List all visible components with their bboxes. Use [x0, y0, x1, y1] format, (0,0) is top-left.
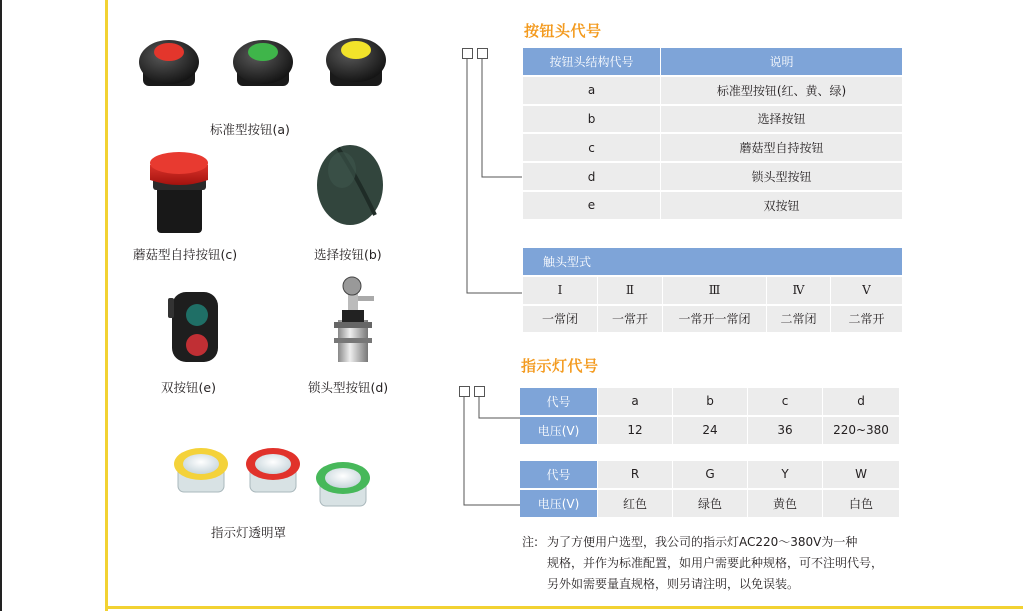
- caption-indicator-lens: 指示灯透明罩: [211, 525, 287, 540]
- indicator-title: 指示灯代号: [521, 357, 599, 375]
- voltage-label: 电压(V): [520, 417, 598, 446]
- caption-selector-button: 选择按钮(b): [314, 247, 382, 262]
- color-value: 白色: [823, 490, 900, 519]
- table-header-row: [523, 248, 903, 277]
- note-line: 为了方便用户选型，我公司的指示灯AC220～380V为一种: [547, 535, 858, 549]
- table-row: [520, 490, 900, 519]
- row-description: 蘑菇型自持按钮: [661, 134, 903, 163]
- button-head-table: [523, 48, 903, 221]
- code-label: 代号: [520, 461, 598, 490]
- contact-type: 一常闭: [523, 306, 598, 335]
- contact-type: 一常开: [598, 306, 663, 335]
- row-description: 双按钮: [661, 192, 903, 221]
- table-row: [520, 388, 900, 417]
- table-row: [523, 277, 903, 306]
- header-structure-code: 按钮头结构代号: [523, 48, 661, 77]
- row-description: 标准型按钮(红、黄、绿): [661, 77, 903, 106]
- note-line: 规格，并作为标准配置，如用户需要此种规格，可不注明代号，: [547, 556, 884, 570]
- note-prefix: 注:: [522, 535, 539, 549]
- contact-code: Ⅴ: [831, 277, 903, 306]
- table-row: [520, 461, 900, 490]
- contact-type: 二常开: [831, 306, 903, 335]
- table-row: [520, 417, 900, 446]
- note-line: 另外如需要量直规格，则另请注明，以免误装。: [547, 577, 800, 591]
- row-code: b: [523, 106, 661, 135]
- color-value: 红色: [598, 490, 673, 519]
- row-code: e: [523, 192, 661, 221]
- voltage-value: 36: [748, 417, 823, 446]
- table-row: [523, 192, 903, 221]
- row-code: c: [523, 134, 661, 163]
- contact-code: Ⅳ: [767, 277, 831, 306]
- header-description: 说明: [661, 48, 903, 77]
- table-header-row: [523, 48, 903, 77]
- color-code: R: [598, 461, 673, 490]
- voltage-code: a: [598, 388, 673, 417]
- table-row: [523, 106, 903, 135]
- voltage-value: 24: [673, 417, 748, 446]
- table-row: [523, 306, 903, 335]
- color-code-table: [520, 461, 900, 519]
- row-code: d: [523, 163, 661, 192]
- row-description: 选择按钮: [661, 106, 903, 135]
- code-label: 代号: [520, 388, 598, 417]
- contact-type-table: [523, 248, 903, 334]
- header-contact-type: 触头型式: [523, 248, 903, 277]
- caption-double-button: 双按钮(e): [161, 380, 216, 395]
- color-value: 黄色: [748, 490, 823, 519]
- contact-code: Ⅰ: [523, 277, 598, 306]
- contact-type: 二常闭: [767, 306, 831, 335]
- voltage-code-table: [520, 388, 900, 446]
- voltage-label: 电压(V): [520, 490, 598, 519]
- row-description: 锁头型按钮: [661, 163, 903, 192]
- contact-code: Ⅲ: [663, 277, 767, 306]
- contact-code: Ⅱ: [598, 277, 663, 306]
- voltage-code: d: [823, 388, 900, 417]
- voltage-value: 12: [598, 417, 673, 446]
- table-row: [523, 163, 903, 192]
- table-row: [523, 134, 903, 163]
- color-value: 绿色: [673, 490, 748, 519]
- contact-type: 一常开一常闭: [663, 306, 767, 335]
- voltage-code: b: [673, 388, 748, 417]
- voltage-value: 220~380: [823, 417, 900, 446]
- caption-lock-button: 锁头型按钮(d): [308, 380, 389, 395]
- color-code: G: [673, 461, 748, 490]
- color-code: W: [823, 461, 900, 490]
- caption-standard-button: 标准型按钮(a): [210, 122, 290, 137]
- table-row: [523, 77, 903, 106]
- voltage-code: c: [748, 388, 823, 417]
- note-text: [547, 532, 917, 595]
- button-head-title: 按钮头代号: [524, 22, 602, 40]
- row-code: a: [523, 77, 661, 106]
- caption-mushroom-button: 蘑菇型自持按钮(c): [133, 247, 238, 262]
- color-code: Y: [748, 461, 823, 490]
